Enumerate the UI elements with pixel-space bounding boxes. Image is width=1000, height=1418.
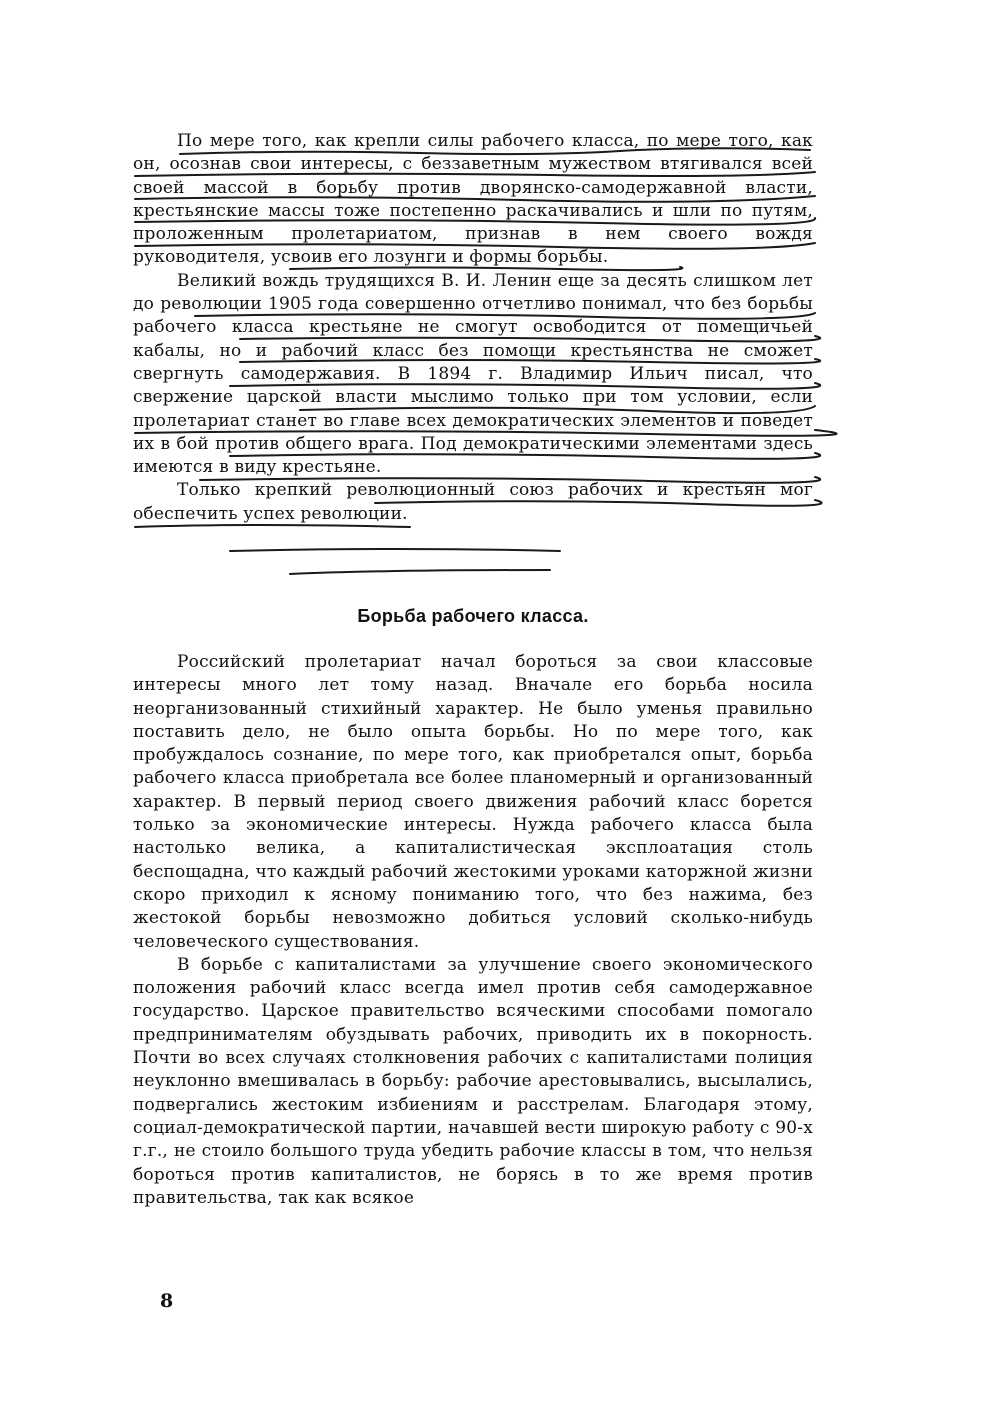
paragraph: Российский пролетариат начал бороться за свои классовые интересы много лет тому назад. Вначале его борьба носила неорганизованный стихийный характер. Не было уменья правильно поставить дело, не было опыта борьбы. Но по мере того, как пробуждалось сознание, по мере того, как приобретался опыт, борьба рабочего класса приобретала все более планомерный и организованный характер. В первый период своего движения рабочий класс борется только за экономические интересы. Нужда рабочего класса была настолько велика, а капиталистическая эксплоатация столь беспощадна, что каждый рабочий жестокими уроками каторжной жизни скоро приходил к ясному пониманию того, что без нажима, без жестокой борьбы невозможно добиться условий сколько-нибудь человеческого существования. [133,652,813,952]
underline-mark [290,570,550,574]
section-1-text [133,130,813,526]
page-number: 8 [160,1290,174,1312]
paragraph: Только крепкий революционный союз рабочих и крестьян мог обеспечить успех революции. [133,480,813,524]
paragraph: Великий вождь трудящихся В. И. Ленин еще за десять слишком лет до революции 1905 года совершенно отчетливо понимал, что без борьбы рабочего класса крестьяне не смогут освободится от помещичьей кабалы, но и рабочий класс без помощи крестьянства не сможет свергнуть самодержавия. В 1894 г. Владимир Ильич писал, что свержение царской власти мыслимо только при том условии, если пролетариат станет во главе всех демократических элементов и поведет их в бой против общего врага. Под демократическими элементами здесь имеются в виду крестьяне. [133,270,813,478]
section-heading: Борьба рабочего класса. [357,606,589,626]
paragraph: По мере того, как крепли силы рабочего класса, по мере того, как он, осознав свои интересы, с беззаветным мужеством втягивался всей своей массой в борьбу против дворянско-самодержавной власти, крестьянские массы тоже постепенно раскачивались и шли по путям, проложенным пролетариатом, признав в нем своего вождя руководителя, усвоив его лозунги и формы борьбы. [133,131,813,268]
section-2-text [133,651,813,1210]
paragraph: В борьбе с капиталистами за улучшение своего экономического положения рабочий класс всегда имел против себя самодержавное государство. Царское правительство всяческими способами помогало предпринимателям обуздывать рабочих, приводить их в покорность. Почти во всех случаях столкновения рабочих с капиталистами полиция неуклонно вмешивалась в борьбу: рабочие арестовывались, высылались, подвергались жестоким избиениям и расстрелам. Благодаря этому, социал-демократической партии, начавшей вести широкую работу с 90-х г.г., не стоило большого труда убедить рабочие классы в том, что нельзя бороться против капиталистов, не борясь в то же время против правительства, так как всякое [133,954,813,1208]
underline-mark [230,549,560,551]
